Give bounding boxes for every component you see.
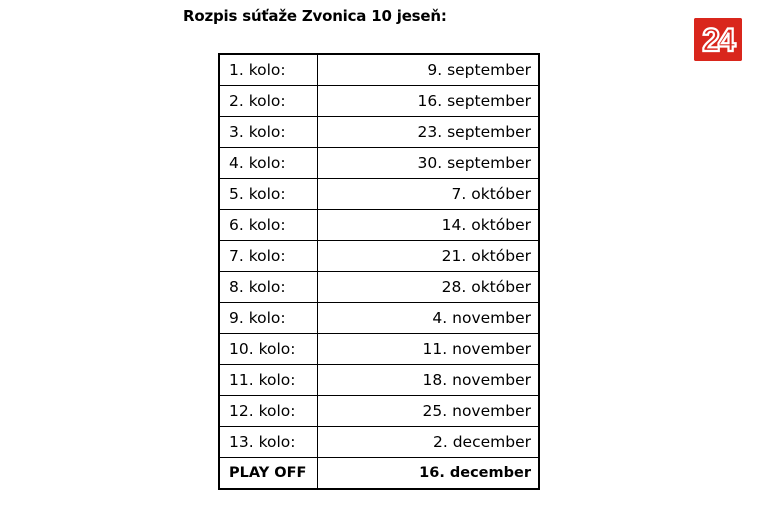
portal-24-logo-icon xyxy=(694,18,742,61)
date-cell: 11. november xyxy=(317,334,539,365)
date-cell: 14. október xyxy=(317,210,539,241)
round-cell: 9. kolo: xyxy=(219,303,317,334)
table-row xyxy=(219,427,539,458)
date-cell: 30. september xyxy=(317,148,539,179)
round-cell: 1. kolo: xyxy=(219,54,317,86)
round-cell: 3. kolo: xyxy=(219,117,317,148)
playoff-date-cell: 16. december xyxy=(419,465,531,481)
date-cell: 21. október xyxy=(317,241,539,272)
table-row xyxy=(219,272,539,303)
round-cell: 8. kolo: xyxy=(219,272,317,303)
table-row xyxy=(219,334,539,365)
table-row xyxy=(219,365,539,396)
date-cell: 2. december xyxy=(317,427,539,458)
round-cell: 10. kolo: xyxy=(219,334,317,365)
round-cell: 2. kolo: xyxy=(219,86,317,117)
date-cell: 9. september xyxy=(317,54,539,86)
date-cell: 7. október xyxy=(317,179,539,210)
page-title: Rozpis súťaže Zvonica 10 jeseň: xyxy=(183,7,447,25)
schedule-table xyxy=(218,53,540,490)
logo-text: 24 xyxy=(702,22,734,58)
date-cell: 18. november xyxy=(317,365,539,396)
round-cell: 4. kolo: xyxy=(219,148,317,179)
table-row xyxy=(219,117,539,148)
date-cell: 28. október xyxy=(317,272,539,303)
playoff-round-cell: PLAY OFF xyxy=(219,458,317,490)
table-row xyxy=(219,86,539,117)
date-cell: 4. november xyxy=(317,303,539,334)
table-row xyxy=(219,303,539,334)
round-cell: 13. kolo: xyxy=(219,427,317,458)
date-cell: 16. september xyxy=(317,86,539,117)
table-row xyxy=(219,210,539,241)
round-cell: 11. kolo: xyxy=(219,365,317,396)
round-cell: 7. kolo: xyxy=(219,241,317,272)
date-cell: 25. november xyxy=(317,396,539,427)
table-row xyxy=(219,179,539,210)
date-cell: 23. september xyxy=(317,117,539,148)
playoff-row xyxy=(219,458,539,490)
schedule-body xyxy=(219,54,539,489)
round-cell: 5. kolo: xyxy=(219,179,317,210)
table-row xyxy=(219,54,539,86)
table-row xyxy=(219,241,539,272)
round-cell: 6. kolo: xyxy=(219,210,317,241)
table-row xyxy=(219,396,539,427)
round-cell: 12. kolo: xyxy=(219,396,317,427)
table-row xyxy=(219,148,539,179)
